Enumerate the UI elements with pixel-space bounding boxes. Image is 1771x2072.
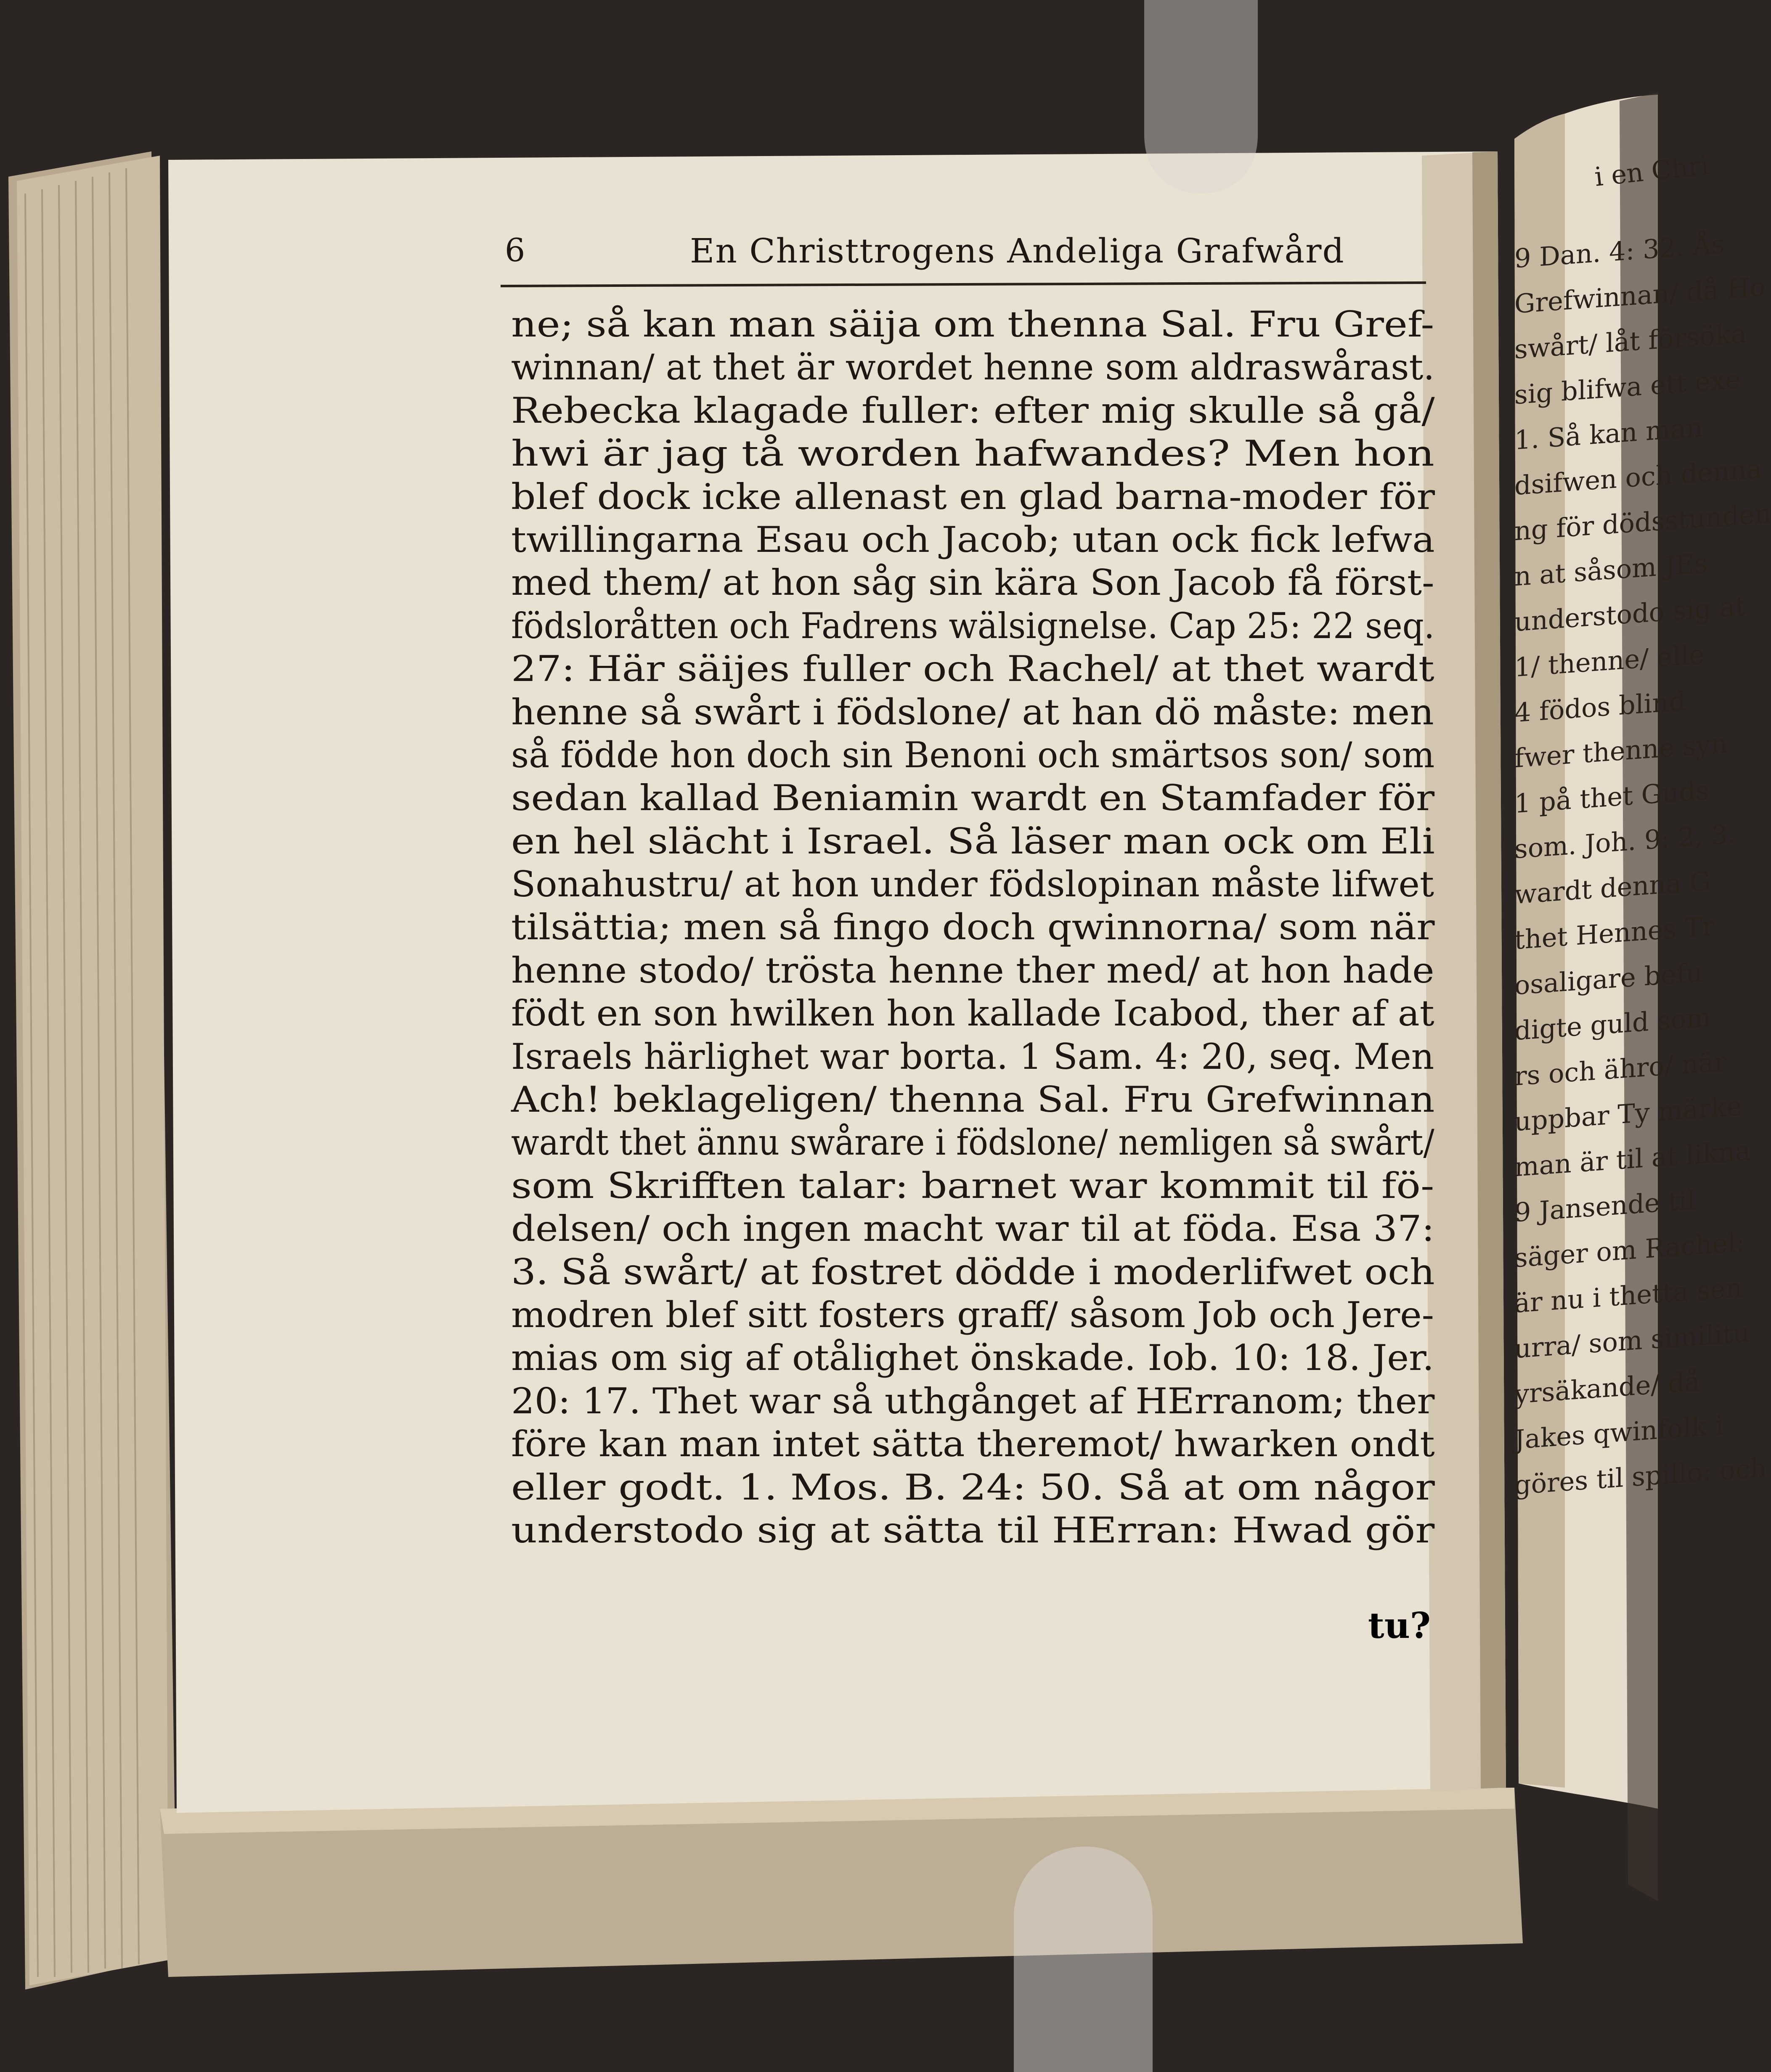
facing-text-line: rs och ähro/ när bbox=[1514, 1046, 1726, 1092]
facing-text-line: som. Joh. 9: 2, 3. bbox=[1514, 818, 1736, 865]
page-body-text bbox=[511, 303, 1434, 1552]
facing-text-line: urra/ som similitu bbox=[1514, 1317, 1750, 1365]
text-line: så födde hon doch sin Benoni och smärtsos son/ som bbox=[511, 734, 1435, 776]
text-line: delsen/ och ingen macht war til at föda. Esa 37: bbox=[511, 1208, 1434, 1250]
facing-text-line: göres til spillo: och bbox=[1514, 1452, 1767, 1501]
text-line: födt en son hwilken hon kallade Icabod, ther af at bbox=[511, 993, 1434, 1034]
facing-text-line: Grefwinnan/ då Ho bbox=[1514, 271, 1766, 320]
facing-text-line: uppbar Ty märke bbox=[1514, 1090, 1742, 1137]
text-line: 3. Så swårt/ at fostret dödde i moderlifwet och bbox=[511, 1251, 1435, 1293]
facing-text-line: är nu i thetta sen bbox=[1514, 1272, 1742, 1319]
facing-text-line: thet Hennes Tr bbox=[1514, 911, 1715, 956]
facing-text-line: säger om Rachel: bbox=[1514, 1227, 1745, 1274]
text-line: ne; så kan man säija om thenna Sal. Fru Gref- bbox=[511, 304, 1434, 345]
text-line: blef dock icke allenast en glad barna-moder för bbox=[511, 476, 1435, 517]
catchword: tu? bbox=[1368, 1605, 1431, 1646]
text-line: winnan/ at thet är wordet henne som aldraswårast. bbox=[511, 347, 1435, 388]
text-line: en hel slächt i Israel. Så läser man ock om Eli bbox=[511, 820, 1435, 862]
facing-page-fragment bbox=[1498, 149, 1771, 1792]
text-line: wardt thet ännu swårare i födslone/ nemligen så swårt/ bbox=[511, 1122, 1434, 1163]
facing-text-line: n at såsom JEs bbox=[1514, 548, 1708, 592]
running-head-title: En Christtrogens Andeliga Grafwård bbox=[690, 231, 1345, 270]
facing-text-line: 1/ thenne/ elle bbox=[1514, 639, 1705, 683]
text-line: henne stodo/ trösta henne ther med/ at hon hade bbox=[511, 949, 1434, 991]
text-line: 27: Här säijes fuller och Rachel/ at thet wardt bbox=[511, 648, 1434, 690]
text-line: sedan kallad Beniamin wardt en Stamfader för bbox=[511, 777, 1435, 819]
facing-text-line: 4 födos blind bbox=[1514, 685, 1686, 729]
facing-text-line: 1 på thet Guds bbox=[1514, 774, 1709, 819]
facing-text-line: man är til at likna bbox=[1514, 1135, 1751, 1183]
text-line: understodo sig at sätta til HErran: Hwad gör bbox=[511, 1509, 1435, 1551]
text-line: eller godt. 1. Mos. B. 24: 50. Så at om någor bbox=[511, 1466, 1435, 1508]
facing-page-text bbox=[1514, 227, 1771, 1499]
facing-text-line: swårt/ låt försöka bbox=[1514, 318, 1747, 365]
facing-text-line: understodo sig at bbox=[1514, 590, 1746, 638]
facing-text-line: 9 Dan. 4: 32. Ås bbox=[1514, 228, 1725, 274]
facing-text-line: fwer thenne syn bbox=[1514, 728, 1728, 774]
text-line: Sonahustru/ at hon under födslopinan måste lifwet bbox=[511, 864, 1434, 905]
facing-text-line: sig blifwa ett exe bbox=[1514, 363, 1741, 411]
facing-text-line: yrsäkande/ då bbox=[1514, 1366, 1700, 1410]
facing-page-running-head: i en Chri bbox=[1593, 149, 1710, 193]
page-number: 6 bbox=[505, 231, 525, 269]
running-head bbox=[505, 227, 1439, 273]
text-line: före kan man intet sätta theremot/ hwarken ondt bbox=[511, 1423, 1435, 1465]
facing-text-line: 9 Jansende til bbox=[1514, 1184, 1696, 1228]
text-line: tilsättia; men så fingo doch qwinnorna/ som när bbox=[511, 906, 1435, 948]
facing-text-line: wardt denna G bbox=[1514, 865, 1711, 910]
facing-text-line: osaligare befu bbox=[1514, 957, 1703, 1001]
facing-text-line: digte guld som bbox=[1514, 1002, 1711, 1047]
text-line: twillingarna Esau och Jacob; utan ock fick lefwa bbox=[511, 519, 1435, 560]
facing-text-line: dsifwen och denna bbox=[1514, 453, 1762, 501]
text-line: modren blef sitt fosters graff/ såsom Job och Jere- bbox=[511, 1294, 1434, 1335]
facing-text-line: Jakes qwinfolk i bbox=[1514, 1410, 1724, 1455]
text-line: Rebecka klagade fuller: efter mig skulle så gå/ bbox=[511, 389, 1435, 431]
text-line: Ach! beklageligen/ thenna Sal. Fru Grefwinnan bbox=[511, 1079, 1435, 1121]
facing-text-line: 1. Så kan man bbox=[1514, 412, 1703, 456]
text-line: Israels härlighet war borta. 1 Sam. 4: 20, seq. Men bbox=[511, 1036, 1434, 1077]
facing-text-line: ng för dödsstunden bbox=[1514, 498, 1771, 547]
text-line: som Skrifften talar: barnet war kommit til fö- bbox=[511, 1165, 1434, 1206]
text-line: med them/ at hon såg sin kära Son Jacob få först- bbox=[511, 562, 1434, 604]
text-line: födsloråtten och Fadrens wälsignelse. Cap 25: 22 seq. bbox=[511, 605, 1435, 647]
text-line: henne så swårt i födslone/ at han dö måste: men bbox=[511, 691, 1434, 733]
text-line: mias om sig af otålighet önskade. Iob. 10: 18. Jer. bbox=[511, 1337, 1434, 1379]
text-line: 20: 17. Thet war så uthgånget af HErranom; ther bbox=[511, 1380, 1435, 1422]
text-line: hwi är jag tå worden hafwandes? Men hon bbox=[511, 433, 1434, 474]
